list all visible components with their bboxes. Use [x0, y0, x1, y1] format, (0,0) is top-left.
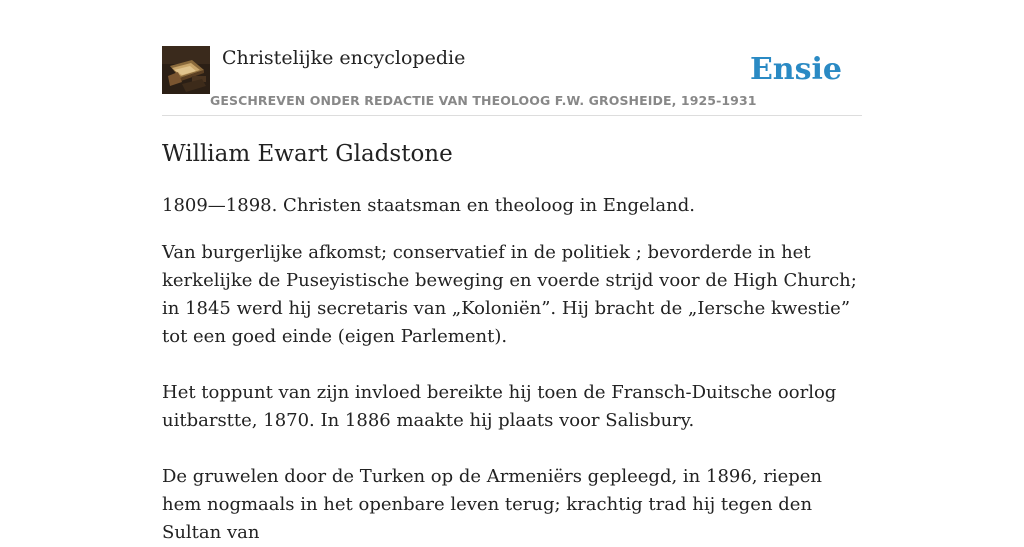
article-paragraph: De gruwelen door de Turken op de Armeniërs gepleegd, in 1896, riepen hem nogmaals in het openbare leven terug; krachtig trad hij tegen den Sultan van [162, 466, 823, 543]
article-paragraph: Van burgerlijke afkomst; conservatief in de politiek ; bevorderde in het kerkelijke de Puseyistische beweging en voerde strijd voor de High Church; in 1845 werd hij secretaris van „Koloniën”. Hij bracht de „Iersche kwestie” tot een goed einde (eigen Parlement). [162, 242, 857, 347]
article-title: William Ewart Gladstone [162, 141, 453, 167]
header-divider [162, 115, 862, 116]
site-title[interactable]: Christelijke encyclopedie [222, 47, 466, 69]
site-header [162, 46, 862, 116]
site-subtitle: GESCHREVEN ONDER REDACTIE VAN THEOLOOG F.W. GROSHEIDE, 1925-1931 [210, 93, 757, 108]
article-lead: 1809—1898. Christen staatsman en theoloog in Engeland. [162, 195, 696, 216]
avatar[interactable] [162, 46, 210, 94]
article [162, 138, 867, 547]
ensie-logo[interactable]: Ensie [749, 52, 842, 87]
book-photo-icon [162, 46, 210, 94]
article-paragraph: Het toppunt van zijn invloed bereikte hij toen de Fransch-Duitsche oorlog uitbarstte, 1870. In 1886 maakte hij plaats voor Salisbury. [162, 382, 837, 431]
